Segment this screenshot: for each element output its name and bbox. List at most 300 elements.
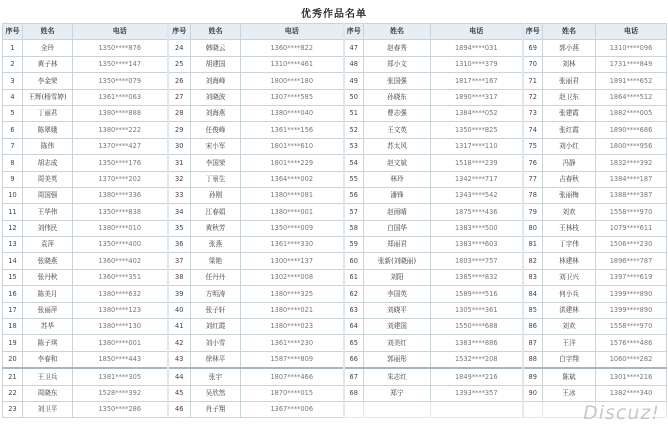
- cell-name: 任俊峰: [191, 122, 241, 138]
- cell-phone: 1305****361: [431, 302, 523, 318]
- header-phone: 电话: [431, 24, 523, 40]
- cell-phone: 1343****542: [431, 187, 523, 203]
- cell-phone: 1350****176: [73, 155, 168, 171]
- cell-index: 38: [168, 269, 191, 285]
- cell-name: 江春娟: [191, 204, 241, 220]
- cell-phone: 1589****516: [431, 286, 523, 302]
- cell-name: 刘海燕: [191, 105, 241, 121]
- cell-phone: 1380****222: [73, 122, 168, 138]
- cell-name: 刘卫平: [23, 401, 73, 417]
- cell-phone: 1380****021: [241, 302, 344, 318]
- cell-index: 5: [3, 105, 23, 121]
- cell-phone: 1383****603: [431, 237, 523, 253]
- cell-name: 刘美红: [364, 335, 431, 351]
- cell-name: 胡建国: [191, 56, 241, 72]
- cell-name: 陈美月: [23, 286, 73, 302]
- cell-phone: 1803****757: [431, 253, 523, 269]
- table-row: [3, 187, 667, 203]
- cell-phone: 1800****956: [596, 138, 667, 154]
- cell-phone: 1558****970: [596, 319, 667, 335]
- header-phone: 电话: [596, 24, 667, 40]
- cell-phone: 1875****436: [431, 204, 523, 220]
- cell-name: 王卫兵: [23, 368, 73, 385]
- cell-index: 46: [168, 401, 191, 417]
- cell-name: 张宇: [191, 368, 241, 385]
- table-row: [3, 351, 667, 368]
- table-row: [3, 253, 667, 269]
- table-row: [3, 89, 667, 105]
- cell-index: 58: [344, 220, 364, 236]
- cell-index: 90: [523, 385, 543, 401]
- cell-index: 69: [523, 40, 543, 56]
- cell-name: 张新(刘晓丽): [364, 253, 431, 269]
- cell-name: 刘卫兴: [543, 269, 596, 285]
- cell-name: 张丽梅: [543, 187, 596, 203]
- cell-name: 王文英: [364, 122, 431, 138]
- cell-index: 57: [344, 204, 364, 220]
- cell-index: 17: [3, 302, 23, 318]
- cell-phone: 1800****180: [241, 73, 344, 89]
- cell-index: 84: [523, 286, 543, 302]
- cell-index: 55: [344, 171, 364, 187]
- cell-phone: 1890****317: [431, 89, 523, 105]
- cell-name: 张建霞: [543, 105, 596, 121]
- cell-index: 12: [3, 220, 23, 236]
- cell-index: 18: [3, 319, 23, 335]
- cell-index: 44: [168, 368, 191, 385]
- cell-name: 刘伟民: [23, 220, 73, 236]
- cell-index: 9: [3, 171, 23, 187]
- table-row: [3, 155, 667, 171]
- cell-index: [344, 401, 364, 417]
- table-row: [3, 204, 667, 220]
- cell-index: 63: [344, 302, 364, 318]
- header-phone: 电话: [73, 24, 168, 40]
- cell-phone: 1360****351: [73, 269, 168, 285]
- cell-phone: 1870****015: [241, 385, 344, 401]
- cell-index: 33: [168, 187, 191, 203]
- cell-name: 丁景生: [191, 171, 241, 187]
- cell-phone: 1399****890: [596, 286, 667, 302]
- cell-phone: 1364****002: [241, 171, 344, 187]
- cell-phone: 1360****822: [241, 40, 344, 56]
- cell-name: 李国英: [364, 286, 431, 302]
- cell-phone: 1384****187: [596, 171, 667, 187]
- cell-name: 赵卫东: [543, 89, 596, 105]
- cell-name: 郑宁: [364, 385, 431, 401]
- cell-phone: 1361****156: [241, 122, 344, 138]
- cell-index: 53: [344, 138, 364, 154]
- cell-name: 王洋: [543, 335, 596, 351]
- cell-name: 丁宇伟: [543, 237, 596, 253]
- cell-phone: 1532****208: [431, 351, 523, 368]
- cell-name: 胡志成: [23, 155, 73, 171]
- cell-name: 白国华: [364, 220, 431, 236]
- cell-index: 23: [3, 401, 23, 417]
- cell-phone: 1310****379: [431, 56, 523, 72]
- cell-phone: 1370****427: [73, 138, 168, 154]
- table-row: [3, 138, 667, 154]
- cell-phone: 1890****686: [596, 122, 667, 138]
- cell-index: 67: [344, 368, 364, 385]
- cell-index: 47: [344, 40, 364, 56]
- cell-phone: 1891****652: [596, 73, 667, 89]
- cell-index: 60: [344, 253, 364, 269]
- cell-phone: 1380****081: [241, 187, 344, 203]
- cell-index: 11: [3, 204, 23, 220]
- cell-phone: 1850****443: [73, 351, 168, 368]
- cell-index: 75: [523, 138, 543, 154]
- header-name: 姓名: [364, 24, 431, 40]
- cell-phone: 1367****006: [241, 401, 344, 417]
- cell-phone: 1894****031: [431, 40, 523, 56]
- cell-index: 14: [3, 253, 23, 269]
- cell-phone: 1361****230: [241, 335, 344, 351]
- cell-index: 81: [523, 237, 543, 253]
- cell-name: 赵雨晴: [364, 204, 431, 220]
- cell-index: 51: [344, 105, 364, 121]
- cell-name: 林玲: [364, 171, 431, 187]
- cell-phone: 1381****305: [73, 368, 168, 385]
- header-name: 姓名: [191, 24, 241, 40]
- cell-name: 白宇翔: [543, 351, 596, 368]
- discuz-watermark: Discuz!: [583, 402, 660, 424]
- cell-name: [364, 401, 431, 417]
- table-row: [3, 56, 667, 72]
- cell-name: 苏太风: [364, 138, 431, 154]
- cell-phone: [431, 401, 523, 417]
- cell-index: 22: [3, 385, 23, 401]
- cell-index: 4: [3, 89, 23, 105]
- cell-index: 25: [168, 56, 191, 72]
- cell-phone: 1380****325: [241, 286, 344, 302]
- cell-name: 潘锋: [364, 187, 431, 203]
- cell-index: 6: [3, 122, 23, 138]
- cell-index: 2: [3, 56, 23, 72]
- cell-index: 74: [523, 122, 543, 138]
- cell-index: 34: [168, 204, 191, 220]
- cell-phone: 1380****632: [73, 286, 168, 302]
- cell-index: 68: [344, 385, 364, 401]
- header-index: 序号: [344, 24, 364, 40]
- cell-phone: 1350****009: [241, 220, 344, 236]
- header-index: 序号: [523, 24, 543, 40]
- cell-index: 56: [344, 187, 364, 203]
- cell-name: 张丹秋: [23, 269, 73, 285]
- cell-phone: 1550****688: [431, 319, 523, 335]
- cell-name: 全玲: [23, 40, 73, 56]
- cell-phone: 1388****387: [596, 187, 667, 203]
- cell-name: 王林枝: [543, 220, 596, 236]
- cell-index: 1: [3, 40, 23, 56]
- cell-index: 87: [523, 335, 543, 351]
- cell-index: 42: [168, 335, 191, 351]
- cell-name: 刘建国: [364, 319, 431, 335]
- cell-name: 何小兵: [543, 286, 596, 302]
- cell-name: 李国荣: [191, 155, 241, 171]
- cell-phone: 1576****486: [596, 335, 667, 351]
- table-row: [3, 319, 667, 335]
- cell-phone: 1301****216: [596, 368, 667, 385]
- cell-name: 郭丽彤: [364, 351, 431, 368]
- cell-name: 孙刚: [191, 187, 241, 203]
- cell-index: 26: [168, 73, 191, 89]
- cell-phone: 1817****167: [431, 73, 523, 89]
- cell-name: 韩晓云: [191, 40, 241, 56]
- cell-index: 76: [523, 155, 543, 171]
- table-row: [3, 171, 667, 187]
- table-row: [3, 40, 667, 56]
- cell-phone: 1317****110: [431, 138, 523, 154]
- cell-index: 36: [168, 237, 191, 253]
- cell-phone: 1383****500: [431, 220, 523, 236]
- cell-phone: 1587****809: [241, 351, 344, 368]
- cell-phone: 1350****079: [73, 73, 168, 89]
- table-row: [3, 105, 667, 121]
- cell-index: 45: [168, 385, 191, 401]
- cell-phone: 1060****282: [596, 351, 667, 368]
- cell-phone: 1350****825: [431, 122, 523, 138]
- cell-phone: 1558****970: [596, 204, 667, 220]
- cell-name: 吴欣然: [191, 385, 241, 401]
- cell-phone: 1849****216: [431, 368, 523, 385]
- cell-index: 61: [344, 269, 364, 285]
- table-row: [3, 401, 667, 417]
- cell-index: 37: [168, 253, 191, 269]
- cell-phone: 1380****123: [73, 302, 168, 318]
- cell-name: 刘晓平: [364, 302, 431, 318]
- cell-name: 梁艳: [191, 253, 241, 269]
- cell-phone: 1518****239: [431, 155, 523, 171]
- cell-name: 李春和: [23, 351, 73, 368]
- cell-name: 张燕: [191, 237, 241, 253]
- cell-phone: 1350****147: [73, 56, 168, 72]
- cell-name: 张丽萍: [23, 302, 73, 318]
- cell-phone: 1393****357: [431, 385, 523, 401]
- cell-index: 89: [523, 368, 543, 385]
- cell-phone: 1807****466: [241, 368, 344, 385]
- cell-name: 袁萍: [23, 237, 73, 253]
- cell-phone: 1361****063: [73, 89, 168, 105]
- cell-phone: 1864****512: [596, 89, 667, 105]
- cell-phone: 1506****230: [596, 237, 667, 253]
- cell-phone: 1801****229: [241, 155, 344, 171]
- cell-index: 13: [3, 237, 23, 253]
- cell-name: 苏华: [23, 319, 73, 335]
- cell-index: 88: [523, 351, 543, 368]
- cell-name: 黄秋芳: [191, 220, 241, 236]
- cell-phone: 1310****096: [596, 40, 667, 56]
- table-row: [3, 385, 667, 401]
- cell-name: 王冰: [543, 385, 596, 401]
- cell-index: 16: [3, 286, 23, 302]
- cell-index: 31: [168, 155, 191, 171]
- header-row: [3, 24, 667, 40]
- cell-name: 周晓东: [23, 385, 73, 401]
- cell-name: 张红霞: [543, 122, 596, 138]
- cell-name: 陈子琪: [23, 335, 73, 351]
- cell-phone: 1302****008: [241, 269, 344, 285]
- cell-index: 79: [523, 204, 543, 220]
- cell-index: 10: [3, 187, 23, 203]
- cell-name: 赵春秀: [364, 40, 431, 56]
- cell-phone: 1342****717: [431, 171, 523, 187]
- cell-index: 73: [523, 105, 543, 121]
- cell-phone: 1731****849: [596, 56, 667, 72]
- cell-phone: 1380****023: [241, 319, 344, 335]
- cell-name: 刘欢: [543, 319, 596, 335]
- cell-index: 86: [523, 319, 543, 335]
- cell-phone: 1384****052: [431, 105, 523, 121]
- cell-index: 28: [168, 105, 191, 121]
- cell-phone: 1399****890: [596, 302, 667, 318]
- cell-name: 张丽君: [543, 73, 596, 89]
- cell-index: 29: [168, 122, 191, 138]
- cell-phone: 1383****886: [431, 335, 523, 351]
- header-phone: 电话: [241, 24, 344, 40]
- cell-phone: 1380****336: [73, 187, 168, 203]
- cell-phone: 1350****400: [73, 237, 168, 253]
- cell-name: 任丹丹: [191, 269, 241, 285]
- cell-name: 刘晓波: [191, 89, 241, 105]
- cell-index: 35: [168, 220, 191, 236]
- cell-index: 19: [3, 335, 23, 351]
- cell-phone: 1380****888: [73, 105, 168, 121]
- cell-phone: 1350****838: [73, 204, 168, 220]
- roster-table: [2, 23, 667, 418]
- cell-index: [523, 401, 543, 417]
- cell-name: 林建林: [543, 253, 596, 269]
- table-row: [3, 237, 667, 253]
- cell-name: 刘红霞: [191, 319, 241, 335]
- cell-index: 43: [168, 351, 191, 368]
- cell-name: 孙晓东: [364, 89, 431, 105]
- cell-name: 宋小军: [191, 138, 241, 154]
- cell-index: 71: [523, 73, 543, 89]
- cell-index: 70: [523, 56, 543, 72]
- cell-name: 周美英: [23, 171, 73, 187]
- cell-phone: 1380****001: [241, 204, 344, 220]
- cell-name: 肖子翔: [191, 401, 241, 417]
- cell-phone: 1882****005: [596, 105, 667, 121]
- header-name: 姓名: [543, 24, 596, 40]
- cell-index: 24: [168, 40, 191, 56]
- cell-index: 48: [344, 56, 364, 72]
- cell-index: 77: [523, 171, 543, 187]
- page-title: 优秀作品名单: [301, 9, 367, 20]
- table-row: [3, 286, 667, 302]
- cell-name: 王辉(杨雪婷): [23, 89, 73, 105]
- cell-index: 50: [344, 89, 364, 105]
- cell-name: 方明涛: [191, 286, 241, 302]
- table-row: [3, 368, 667, 385]
- cell-name: 陈翠娥: [23, 122, 73, 138]
- cell-name: 刘阳: [364, 269, 431, 285]
- cell-index: 20: [3, 351, 23, 368]
- cell-name: 张晓燕: [23, 253, 73, 269]
- cell-index: 82: [523, 253, 543, 269]
- cell-phone: 1801****610: [241, 138, 344, 154]
- cell-index: 41: [168, 319, 191, 335]
- cell-index: 40: [168, 302, 191, 318]
- cell-index: 49: [344, 73, 364, 89]
- cell-name: 陈斌: [543, 368, 596, 385]
- cell-name: 陈伟: [23, 138, 73, 154]
- cell-name: 刘林: [543, 56, 596, 72]
- cell-name: 曹志强: [364, 105, 431, 121]
- table-row: [3, 220, 667, 236]
- table-row: [3, 73, 667, 89]
- cell-index: 7: [3, 138, 23, 154]
- cell-index: 8: [3, 155, 23, 171]
- cell-phone: 1360****402: [73, 253, 168, 269]
- cell-index: 65: [344, 335, 364, 351]
- cell-index: 30: [168, 138, 191, 154]
- cell-name: 李金荣: [23, 73, 73, 89]
- cell-phone: 1380****010: [73, 220, 168, 236]
- cell-index: 72: [523, 89, 543, 105]
- cell-name: 张国强: [364, 73, 431, 89]
- cell-index: 83: [523, 269, 543, 285]
- cell-name: 徐林平: [191, 351, 241, 368]
- cell-name: 刘小雪: [191, 335, 241, 351]
- table-row: [3, 122, 667, 138]
- cell-index: 3: [3, 73, 23, 89]
- cell-name: 赵文斌: [364, 155, 431, 171]
- cell-index: 32: [168, 171, 191, 187]
- cell-phone: 1380****040: [241, 105, 344, 121]
- cell-name: 郑小文: [364, 56, 431, 72]
- table-row: [3, 269, 667, 285]
- cell-phone: 1832****392: [596, 155, 667, 171]
- cell-name: 郑丽君: [364, 237, 431, 253]
- cell-name: 朱志红: [364, 368, 431, 385]
- cell-phone: 1350****286: [73, 401, 168, 417]
- cell-name: 吉春秋: [543, 171, 596, 187]
- cell-index: 52: [344, 122, 364, 138]
- cell-name: 张子轩: [191, 302, 241, 318]
- cell-phone: 1079****611: [596, 220, 667, 236]
- cell-name: 刘小红: [543, 138, 596, 154]
- cell-index: 85: [523, 302, 543, 318]
- cell-name: 郭小燕: [543, 40, 596, 56]
- cell-name: 刘欢: [543, 204, 596, 220]
- cell-index: 62: [344, 286, 364, 302]
- cell-phone: 1382****340: [596, 385, 667, 401]
- cell-phone: 1350****876: [73, 40, 168, 56]
- cell-phone: 1528****392: [73, 385, 168, 401]
- cell-index: 15: [3, 269, 23, 285]
- cell-name: 黄子林: [23, 56, 73, 72]
- header-index: 序号: [3, 24, 23, 40]
- cell-phone: 1385****832: [431, 269, 523, 285]
- cell-index: 80: [523, 220, 543, 236]
- table-row: [3, 335, 667, 351]
- cell-phone: 1307****585: [241, 89, 344, 105]
- cell-index: 21: [3, 368, 23, 385]
- header-index: 序号: [168, 24, 191, 40]
- cell-index: 64: [344, 319, 364, 335]
- cell-phone: 1361****330: [241, 237, 344, 253]
- cell-index: 54: [344, 155, 364, 171]
- cell-index: 66: [344, 351, 364, 368]
- cell-phone: 1380****130: [73, 319, 168, 335]
- cell-index: 78: [523, 187, 543, 203]
- cell-phone: 1896****787: [596, 253, 667, 269]
- header-name: 姓名: [23, 24, 73, 40]
- cell-phone: 1310****461: [241, 56, 344, 72]
- cell-name: 王华伟: [23, 204, 73, 220]
